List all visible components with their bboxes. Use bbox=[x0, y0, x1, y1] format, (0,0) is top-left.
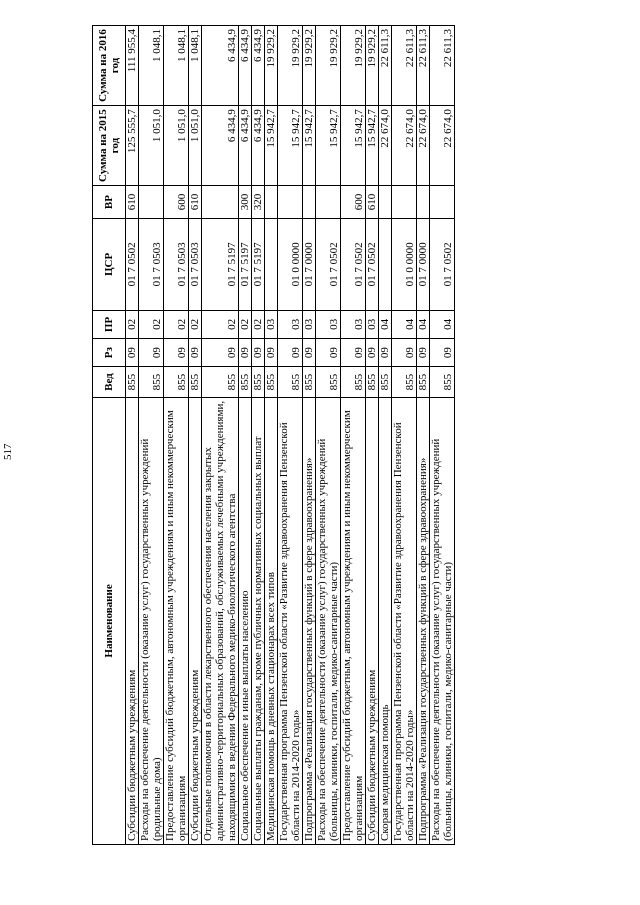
row-rz: 09 bbox=[189, 339, 202, 367]
table-row bbox=[164, 26, 189, 845]
row-ved: 855 bbox=[252, 367, 265, 398]
row-pr: 02 bbox=[252, 310, 265, 338]
row-vr bbox=[278, 186, 303, 219]
row-sum-2016: 1 048,1 bbox=[139, 26, 164, 106]
row-sum-2015: 6 434,9 bbox=[252, 106, 265, 186]
row-ved: 855 bbox=[417, 367, 430, 398]
row-name: Субсидии бюджетным учреждениям bbox=[189, 397, 202, 844]
row-name: Подпрограмма «Реализация государственных функций в сфере здравоохранения» bbox=[303, 397, 316, 844]
header-rz: Рз bbox=[93, 339, 126, 367]
row-sum-2016: 19 929,2 bbox=[303, 26, 316, 106]
row-vr bbox=[392, 186, 417, 219]
table-row bbox=[379, 26, 392, 845]
row-name: Социальное обеспечение и иные выплаты населению bbox=[239, 397, 252, 844]
table-row bbox=[202, 26, 239, 845]
row-pr: 02 bbox=[139, 310, 164, 338]
row-name: Скорая медицинская помощь bbox=[379, 397, 392, 844]
row-ved: 855 bbox=[278, 367, 303, 398]
row-vr: 600 bbox=[341, 186, 366, 219]
row-ved: 855 bbox=[392, 367, 417, 398]
row-vr bbox=[430, 186, 455, 219]
row-sum-2015: 22 674,0 bbox=[430, 106, 455, 186]
row-sum-2016: 6 434,9 bbox=[252, 26, 265, 106]
row-rz: 09 bbox=[239, 339, 252, 367]
header-name: Наименование bbox=[93, 397, 126, 844]
row-vr bbox=[417, 186, 430, 219]
page-number-text: 517 bbox=[2, 443, 14, 460]
row-csr: 01 7 0502 bbox=[366, 219, 379, 311]
row-vr: 610 bbox=[126, 186, 139, 219]
row-vr: 610 bbox=[366, 186, 379, 219]
header-csr: ЦСР bbox=[93, 219, 126, 311]
table-row bbox=[303, 26, 316, 845]
row-name: Подпрограмма «Реализация государственных функций в сфере здравоохранения» bbox=[417, 397, 430, 844]
row-rz: 09 bbox=[278, 339, 303, 367]
row-csr: 01 7 0503 bbox=[164, 219, 189, 311]
row-ved: 855 bbox=[189, 367, 202, 398]
row-vr bbox=[316, 186, 341, 219]
row-csr: 01 7 5197 bbox=[239, 219, 252, 311]
row-sum-2016: 1 048,1 bbox=[189, 26, 202, 106]
table-row bbox=[189, 26, 202, 845]
row-rz: 09 bbox=[316, 339, 341, 367]
row-sum-2015: 15 942,7 bbox=[366, 106, 379, 186]
row-name: Отдельные полномочия в области лекарственного обеспечения населения закрытых административно-территориальных образований, обслуживаемых лечебными учреждениями, находящимися в ведении Федерального медико-биологического агентства bbox=[202, 397, 239, 844]
row-pr: 02 bbox=[189, 310, 202, 338]
row-csr: 01 7 0000 bbox=[303, 219, 316, 311]
row-csr: 01 7 0503 bbox=[139, 219, 164, 311]
row-csr: 01 7 0502 bbox=[341, 219, 366, 311]
row-sum-2016: 22 611,3 bbox=[417, 26, 430, 106]
row-pr: 04 bbox=[392, 310, 417, 338]
row-pr: 02 bbox=[202, 310, 239, 338]
row-ved: 855 bbox=[202, 367, 239, 398]
row-ved: 855 bbox=[316, 367, 341, 398]
row-rz: 09 bbox=[430, 339, 455, 367]
row-sum-2015: 22 674,0 bbox=[379, 106, 392, 186]
row-rz: 09 bbox=[392, 339, 417, 367]
page-number bbox=[0, 0, 18, 905]
row-sum-2016: 22 611,3 bbox=[379, 26, 392, 106]
row-ved: 855 bbox=[265, 367, 278, 398]
row-vr: 300 bbox=[239, 186, 252, 219]
row-ved: 855 bbox=[239, 367, 252, 398]
header-sum-2015: Сумма на 2015 год bbox=[93, 106, 126, 186]
row-sum-2016: 19 929,2 bbox=[316, 26, 341, 106]
row-vr bbox=[265, 186, 278, 219]
row-pr: 02 bbox=[164, 310, 189, 338]
table-row bbox=[252, 26, 265, 845]
table-row bbox=[392, 26, 417, 845]
row-name: Государственная программа Пензенской области «Развитие здравоохранения Пензенской области на 2014-2020 годы» bbox=[392, 397, 417, 844]
row-name: Предоставление субсидий бюджетным, автономным учреждениям и иным некоммерческим организациям bbox=[341, 397, 366, 844]
row-sum-2015: 15 942,7 bbox=[316, 106, 341, 186]
row-sum-2015: 22 674,0 bbox=[392, 106, 417, 186]
table-row bbox=[430, 26, 455, 845]
budget-table bbox=[92, 25, 455, 845]
row-sum-2015: 22 674,0 bbox=[417, 106, 430, 186]
header-sum-2016: Сумма на 2016 год bbox=[93, 26, 126, 106]
row-ved: 855 bbox=[303, 367, 316, 398]
row-rz: 09 bbox=[252, 339, 265, 367]
table-row bbox=[366, 26, 379, 845]
row-csr: 01 0 0000 bbox=[392, 219, 417, 311]
rotated-page-content bbox=[92, 25, 612, 845]
row-pr: 02 bbox=[126, 310, 139, 338]
row-pr: 02 bbox=[239, 310, 252, 338]
row-csr bbox=[379, 219, 392, 311]
row-sum-2016: 111 955,4 bbox=[126, 26, 139, 106]
row-csr: 01 0 0000 bbox=[278, 219, 303, 311]
row-csr: 01 7 5197 bbox=[252, 219, 265, 311]
row-name: Субсидии бюджетным учреждениям bbox=[366, 397, 379, 844]
row-sum-2015: 15 942,7 bbox=[265, 106, 278, 186]
row-sum-2016: 22 611,3 bbox=[430, 26, 455, 106]
table-row bbox=[316, 26, 341, 845]
row-rz: 09 bbox=[126, 339, 139, 367]
row-vr bbox=[139, 186, 164, 219]
row-name: Медицинская помощь в дневных стационарах всех типов bbox=[265, 397, 278, 844]
row-pr: 03 bbox=[316, 310, 341, 338]
row-sum-2016: 19 929,2 bbox=[366, 26, 379, 106]
row-csr: 01 7 0502 bbox=[316, 219, 341, 311]
row-sum-2016: 1 048,1 bbox=[164, 26, 189, 106]
table-row bbox=[139, 26, 164, 845]
row-ved: 855 bbox=[379, 367, 392, 398]
row-rz: 09 bbox=[265, 339, 278, 367]
row-pr: 04 bbox=[379, 310, 392, 338]
row-ved: 855 bbox=[126, 367, 139, 398]
row-csr: 01 7 5197 bbox=[202, 219, 239, 311]
row-csr: 01 7 0000 bbox=[417, 219, 430, 311]
row-pr: 03 bbox=[303, 310, 316, 338]
row-pr: 03 bbox=[341, 310, 366, 338]
row-vr bbox=[303, 186, 316, 219]
row-sum-2016: 6 434,9 bbox=[202, 26, 239, 106]
row-sum-2015: 1 051,0 bbox=[164, 106, 189, 186]
row-rz: 09 bbox=[341, 339, 366, 367]
row-rz: 09 bbox=[379, 339, 392, 367]
row-csr bbox=[265, 219, 278, 311]
row-vr: 600 bbox=[164, 186, 189, 219]
row-sum-2016: 19 929,2 bbox=[265, 26, 278, 106]
row-sum-2016: 22 611,3 bbox=[392, 26, 417, 106]
row-vr: 320 bbox=[252, 186, 265, 219]
table-header-row bbox=[93, 26, 126, 845]
row-rz: 09 bbox=[366, 339, 379, 367]
row-name: Государственная программа Пензенской области «Развитие здравоохранения Пензенской области на 2014-2020 годы» bbox=[278, 397, 303, 844]
row-sum-2016: 19 929,2 bbox=[341, 26, 366, 106]
row-ved: 855 bbox=[366, 367, 379, 398]
row-ved: 855 bbox=[139, 367, 164, 398]
row-sum-2015: 15 942,7 bbox=[278, 106, 303, 186]
row-rz: 09 bbox=[417, 339, 430, 367]
row-rz: 09 bbox=[139, 339, 164, 367]
table-row bbox=[341, 26, 366, 845]
row-rz: 09 bbox=[303, 339, 316, 367]
table-row bbox=[126, 26, 139, 845]
row-pr: 03 bbox=[265, 310, 278, 338]
header-ved: Вед bbox=[93, 367, 126, 398]
row-rz: 09 bbox=[164, 339, 189, 367]
row-pr: 03 bbox=[278, 310, 303, 338]
header-vr: ВР bbox=[93, 186, 126, 219]
row-name: Субсидии бюджетным учреждениям bbox=[126, 397, 139, 844]
row-sum-2015: 1 051,0 bbox=[189, 106, 202, 186]
row-sum-2015: 15 942,7 bbox=[303, 106, 316, 186]
row-vr bbox=[202, 186, 239, 219]
row-sum-2015: 6 434,9 bbox=[239, 106, 252, 186]
row-ved: 855 bbox=[430, 367, 455, 398]
row-name: Расходы на обеспечение деятельности (оказание услуг) государственных учреждений (больницы, клиники, госпитали, медико-санитарные части) bbox=[316, 397, 341, 844]
table-row bbox=[265, 26, 278, 845]
row-name: Расходы на обеспечение деятельности (оказание услуг) государственных учреждений (больницы, клиники, госпитали, медико-санитарные части) bbox=[430, 397, 455, 844]
table-row bbox=[417, 26, 430, 845]
row-name: Социальные выплаты гражданам, кроме публичных нормативных социальных выплат bbox=[252, 397, 265, 844]
row-pr: 04 bbox=[430, 310, 455, 338]
row-vr bbox=[379, 186, 392, 219]
row-csr: 01 7 0502 bbox=[430, 219, 455, 311]
row-vr: 610 bbox=[189, 186, 202, 219]
row-sum-2015: 6 434,9 bbox=[202, 106, 239, 186]
row-sum-2015: 1 051,0 bbox=[139, 106, 164, 186]
row-name: Расходы на обеспечение деятельности (оказание услуг) государственных учреждений (родильные дома) bbox=[139, 397, 164, 844]
row-sum-2016: 19 929,2 bbox=[278, 26, 303, 106]
row-ved: 855 bbox=[164, 367, 189, 398]
row-ved: 855 bbox=[341, 367, 366, 398]
row-name: Предоставление субсидий бюджетным, автономным учреждениям и иным некоммерческим организациям bbox=[164, 397, 189, 844]
row-rz: 09 bbox=[202, 339, 239, 367]
table-row bbox=[239, 26, 252, 845]
header-pr: ПР bbox=[93, 310, 126, 338]
row-sum-2015: 125 555,7 bbox=[126, 106, 139, 186]
row-sum-2016: 6 434,9 bbox=[239, 26, 252, 106]
row-sum-2015: 15 942,7 bbox=[341, 106, 366, 186]
row-csr: 01 7 0502 bbox=[126, 219, 139, 311]
row-csr: 01 7 0503 bbox=[189, 219, 202, 311]
table-row bbox=[278, 26, 303, 845]
row-pr: 04 bbox=[417, 310, 430, 338]
row-pr: 03 bbox=[366, 310, 379, 338]
